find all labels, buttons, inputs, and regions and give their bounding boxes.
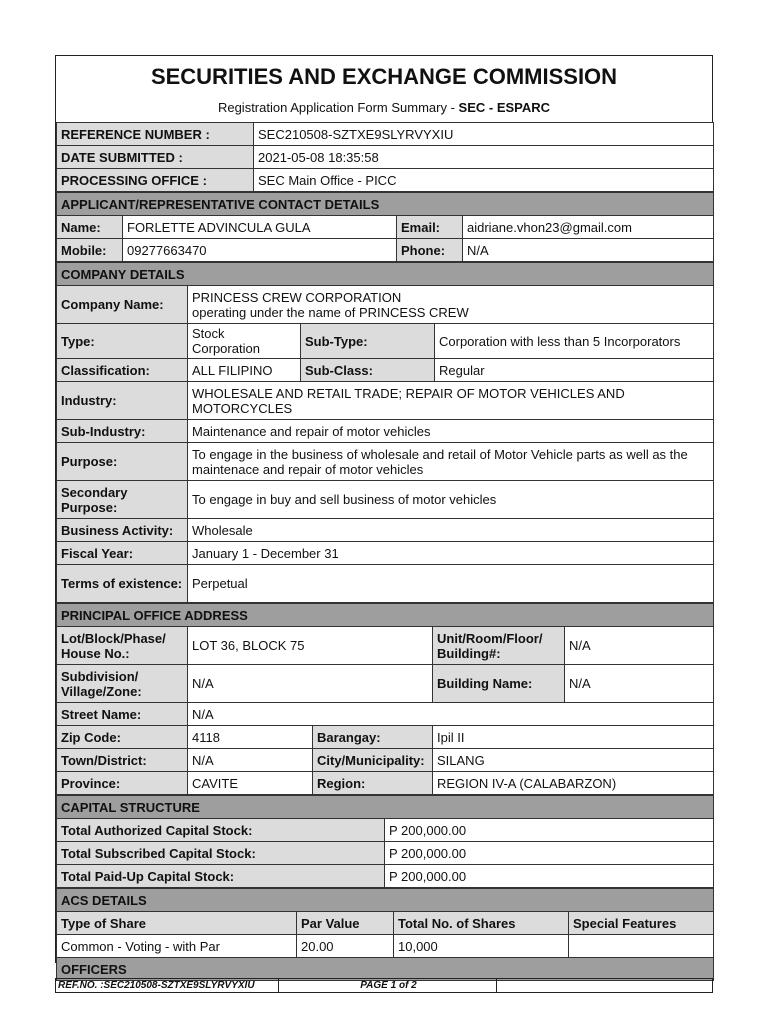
form-subtitle bbox=[56, 96, 712, 122]
reference-number-value: SEC210508-SZTXE9SLYRVYXIU bbox=[254, 123, 714, 146]
province-value: CAVITE bbox=[188, 772, 313, 795]
reference-number-label: REFERENCE NUMBER : bbox=[57, 123, 254, 146]
paidup-capital-value: P 200,000.00 bbox=[385, 865, 714, 888]
acs-table bbox=[56, 888, 714, 981]
footer-page: PAGE 1 of 2 bbox=[279, 979, 497, 992]
city-label: City/Municipality: bbox=[313, 749, 433, 772]
subdivision-value: N/A bbox=[188, 665, 433, 703]
lot-value: LOT 36, BLOCK 75 bbox=[188, 627, 433, 665]
acs-par-cell: 20.00 bbox=[297, 935, 394, 958]
processing-office-value: SEC Main Office - PICC bbox=[254, 169, 714, 192]
city-value: SILANG bbox=[433, 749, 714, 772]
acs-header-shares: Total No. of Shares bbox=[394, 912, 569, 935]
capital-table bbox=[56, 795, 714, 888]
contact-table bbox=[56, 192, 714, 262]
subclass-value: Regular bbox=[435, 359, 714, 382]
page-title: SECURITIES AND EXCHANGE COMMISSION bbox=[150, 64, 618, 89]
acs-header-type: Type of Share bbox=[57, 912, 297, 935]
contact-section-header: APPLICANT/REPRESENTATIVE CONTACT DETAILS bbox=[57, 193, 714, 216]
footer-ref: REF.NO. :SEC210508-SZTXE9SLYRVYXIU bbox=[56, 979, 279, 992]
zip-label: Zip Code: bbox=[57, 726, 188, 749]
industry-value: WHOLESALE AND RETAIL TRADE; REPAIR OF MOTOR VEHICLES AND MOTORCYCLES bbox=[188, 382, 714, 420]
acs-type-cell: Common - Voting - with Par bbox=[57, 935, 297, 958]
name-label: Name: bbox=[57, 216, 123, 239]
subclass-label: Sub-Class: bbox=[301, 359, 435, 382]
subtitle-bold: SEC - ESPARC bbox=[458, 100, 551, 115]
business-activity-label: Business Activity: bbox=[57, 519, 188, 542]
unit-value: N/A bbox=[565, 627, 714, 665]
date-submitted-value: 2021-05-08 18:35:58 bbox=[254, 146, 714, 169]
footer-blank bbox=[497, 979, 712, 992]
company-name-label: Company Name: bbox=[57, 286, 188, 324]
mobile-label: Mobile: bbox=[57, 239, 123, 262]
reference-table bbox=[56, 122, 714, 192]
type-label: Type: bbox=[57, 324, 188, 359]
subdivision-label: Subdivision/ Village/Zone: bbox=[57, 665, 188, 703]
purpose-value: To engage in the business of wholesale and retail of Motor Vehicle parts as well as the maintenace and repair of motor vehicles bbox=[188, 443, 714, 481]
fiscal-year-label: Fiscal Year: bbox=[57, 542, 188, 565]
table-row bbox=[57, 935, 714, 958]
email-value: aidriane.vhon23@gmail.com bbox=[463, 216, 714, 239]
form-frame bbox=[55, 55, 713, 977]
province-label: Province: bbox=[57, 772, 188, 795]
subscribed-capital-value: P 200,000.00 bbox=[385, 842, 714, 865]
name-value: FORLETTE ADVINCULA GULA bbox=[123, 216, 397, 239]
building-name-value: N/A bbox=[565, 665, 714, 703]
date-submitted-label: DATE SUBMITTED : bbox=[57, 146, 254, 169]
company-name-line2: operating under the name of PRINCESS CREW bbox=[192, 304, 469, 320]
subindustry-label: Sub-Industry: bbox=[57, 420, 188, 443]
region-value: REGION IV-A (CALABARZON) bbox=[433, 772, 714, 795]
secondary-purpose-value: To engage in buy and sell business of motor vehicles bbox=[188, 481, 714, 519]
acs-section-header: ACS DETAILS bbox=[57, 889, 714, 912]
subtype-value: Corporation with less than 5 Incorporators bbox=[435, 324, 714, 359]
acs-shares-cell: 10,000 bbox=[394, 935, 569, 958]
mobile-value: 09277663470 bbox=[123, 239, 397, 262]
acs-features-cell bbox=[569, 935, 714, 958]
classification-label: Classification: bbox=[57, 359, 188, 382]
paidup-capital-label: Total Paid-Up Capital Stock: bbox=[57, 865, 385, 888]
company-section-header: COMPANY DETAILS bbox=[57, 263, 714, 286]
email-label: Email: bbox=[397, 216, 463, 239]
phone-value: N/A bbox=[463, 239, 714, 262]
acs-header-par: Par Value bbox=[297, 912, 394, 935]
authorized-capital-value: P 200,000.00 bbox=[385, 819, 714, 842]
unit-label: Unit/Room/Floor/ Building#: bbox=[433, 627, 565, 665]
street-label: Street Name: bbox=[57, 703, 188, 726]
subindustry-value: Maintenance and repair of motor vehicles bbox=[188, 420, 714, 443]
classification-value: ALL FILIPINO bbox=[188, 359, 301, 382]
capital-section-header: CAPITAL STRUCTURE bbox=[57, 796, 714, 819]
town-label: Town/District: bbox=[57, 749, 188, 772]
address-section-header: PRINCIPAL OFFICE ADDRESS bbox=[57, 604, 714, 627]
acs-header-features: Special Features bbox=[569, 912, 714, 935]
building-name-label: Building Name: bbox=[433, 665, 565, 703]
processing-office-label: PROCESSING OFFICE : bbox=[57, 169, 254, 192]
secondary-purpose-label: Secondary Purpose: bbox=[57, 481, 188, 519]
address-table bbox=[56, 603, 714, 795]
company-table bbox=[56, 262, 714, 603]
barangay-value: Ipil II bbox=[433, 726, 714, 749]
subtitle-prefix: Registration Application Form Summary - bbox=[217, 100, 459, 115]
industry-label: Industry: bbox=[57, 382, 188, 420]
lot-label: Lot/Block/Phase/ House No.: bbox=[57, 627, 188, 665]
region-label: Region: bbox=[313, 772, 433, 795]
fiscal-year-value: January 1 - December 31 bbox=[188, 542, 714, 565]
terms-value: Perpetual bbox=[188, 565, 714, 603]
authorized-capital-label: Total Authorized Capital Stock: bbox=[57, 819, 385, 842]
company-name-line1: PRINCESS CREW CORPORATION bbox=[192, 289, 402, 305]
officers-section-header: OFFICERS bbox=[57, 958, 714, 981]
phone-label: Phone: bbox=[397, 239, 463, 262]
company-name-value bbox=[188, 286, 714, 324]
street-value: N/A bbox=[188, 703, 714, 726]
town-value: N/A bbox=[188, 749, 313, 772]
type-value: Stock Corporation bbox=[188, 324, 301, 359]
subtype-label: Sub-Type: bbox=[301, 324, 435, 359]
zip-value: 4118 bbox=[188, 726, 313, 749]
subscribed-capital-label: Total Subscribed Capital Stock: bbox=[57, 842, 385, 865]
business-activity-value: Wholesale bbox=[188, 519, 714, 542]
barangay-label: Barangay: bbox=[313, 726, 433, 749]
page-footer bbox=[55, 978, 713, 993]
terms-label: Terms of existence: bbox=[57, 565, 188, 603]
purpose-label: Purpose: bbox=[57, 443, 188, 481]
